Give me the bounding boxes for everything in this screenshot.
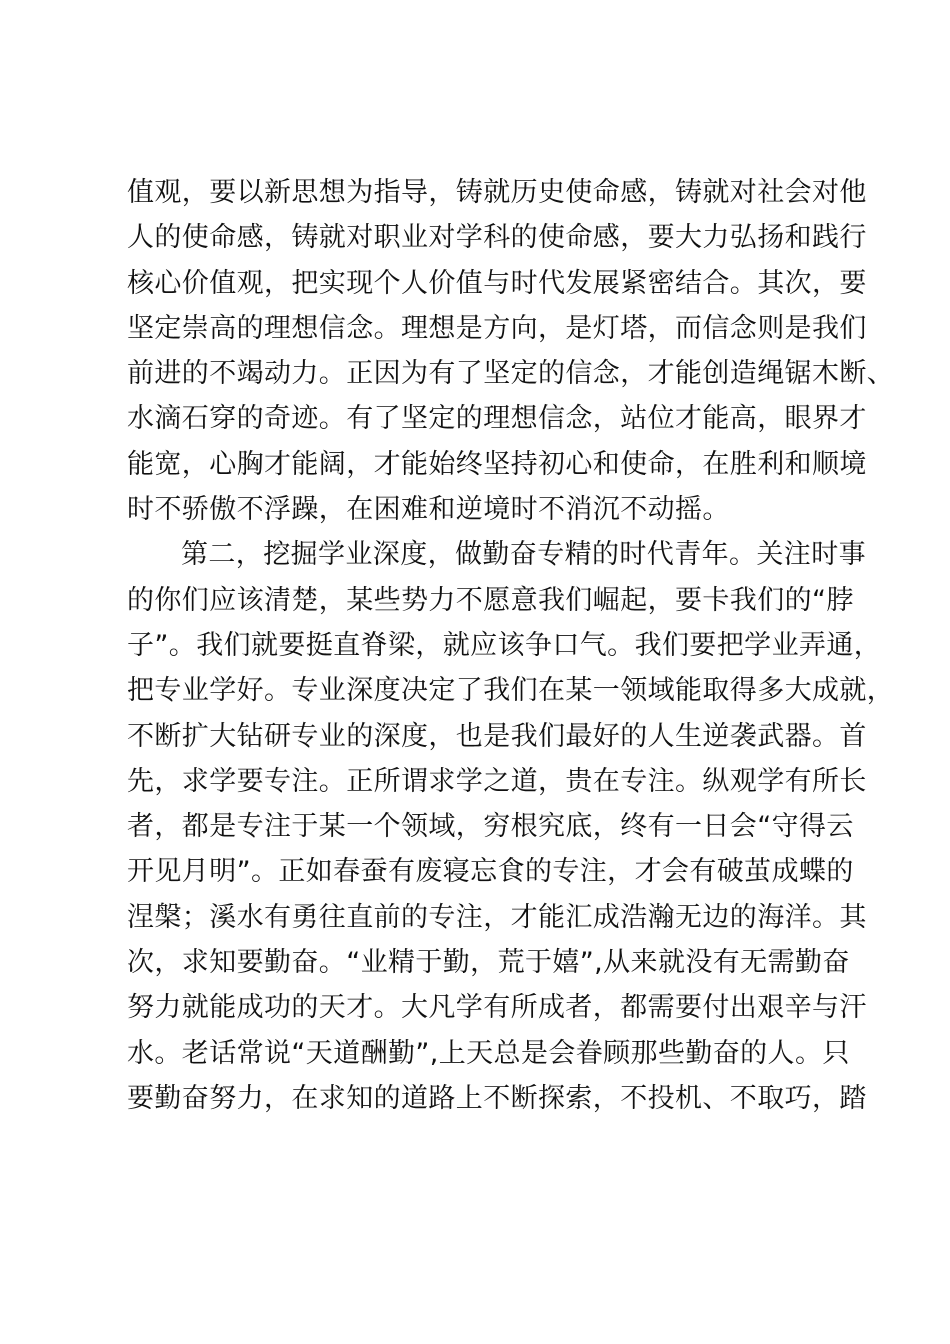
text-line: 子”。我们就要挺直脊梁，就应该争口气。我们要把学业弄通， <box>127 629 882 661</box>
text-line: 时不骄傲不浮躁，在困难和逆境时不消沉不动摇。 <box>127 494 730 526</box>
text-line: 坚定崇高的理想信念。理想是方向，是灯塔，而信念则是我们 <box>127 312 867 344</box>
text-line: 要勤奋努力，在求知的道路上不断探索，不投机、不取巧，踏 <box>127 1082 867 1114</box>
text-line: 前进的不竭动力。正因为有了坚定的信念，才能创造绳锯木断、 <box>127 358 895 390</box>
text-line: 先，求学要专注。正所谓求学之道，贵在专注。纵观学有所长 <box>127 765 867 797</box>
text-line: 开见月明”。正如春蚕有废寝忘食的专注，才会有破茧成蝶的 <box>127 856 854 888</box>
paragraph-1 <box>127 170 895 532</box>
paragraph-2 <box>127 532 895 1121</box>
text-line: 把专业学好。专业深度决定了我们在某一领域能取得多大成就， <box>127 675 895 707</box>
text-line: 第二，挖掘学业深度，做勤奋专精的时代青年。关注时事 <box>181 539 866 571</box>
text-line: 不断扩大钻研专业的深度，也是我们最好的人生逆袭武器。首 <box>127 720 867 752</box>
text-line: 次，求知要勤奋。“业精于勤，荒于嬉”,从来就没有无需勤奋 <box>127 947 850 979</box>
text-line: 努力就能成功的天才。大凡学有所成者，都需要付出艰辛与汗 <box>127 992 867 1024</box>
text-line: 能宽，心胸才能阔，才能始终坚持初心和使命，在胜利和顺境 <box>127 448 867 480</box>
text-line: 人的使命感，铸就对职业对学科的使命感，要大力弘扬和践行 <box>127 222 867 254</box>
text-line: 值观，要以新思想为指导，铸就历史使命感，铸就对社会对他 <box>127 177 867 208</box>
body-text <box>127 170 895 1121</box>
text-line: 涅槃；溪水有勇往直前的专注，才能汇成浩瀚无边的海洋。其 <box>127 901 867 933</box>
text-line: 核心价值观，把实现个人价值与时代发展紧密结合。其次，要 <box>127 267 867 299</box>
text-line: 水。老话常说“天道酬勤”,上天总是会眷顾那些勤奋的人。只 <box>127 1037 850 1069</box>
text-line: 水滴石穿的奇迹。有了坚定的理想信念，站位才能高，眼界才 <box>127 403 867 435</box>
text-line: 者，都是专注于某一个领域，穷根究底，终有一日会“守得云 <box>127 811 854 843</box>
text-line: 的你们应该清楚，某些势力不愿意我们崛起，要卡我们的“脖 <box>127 584 854 616</box>
